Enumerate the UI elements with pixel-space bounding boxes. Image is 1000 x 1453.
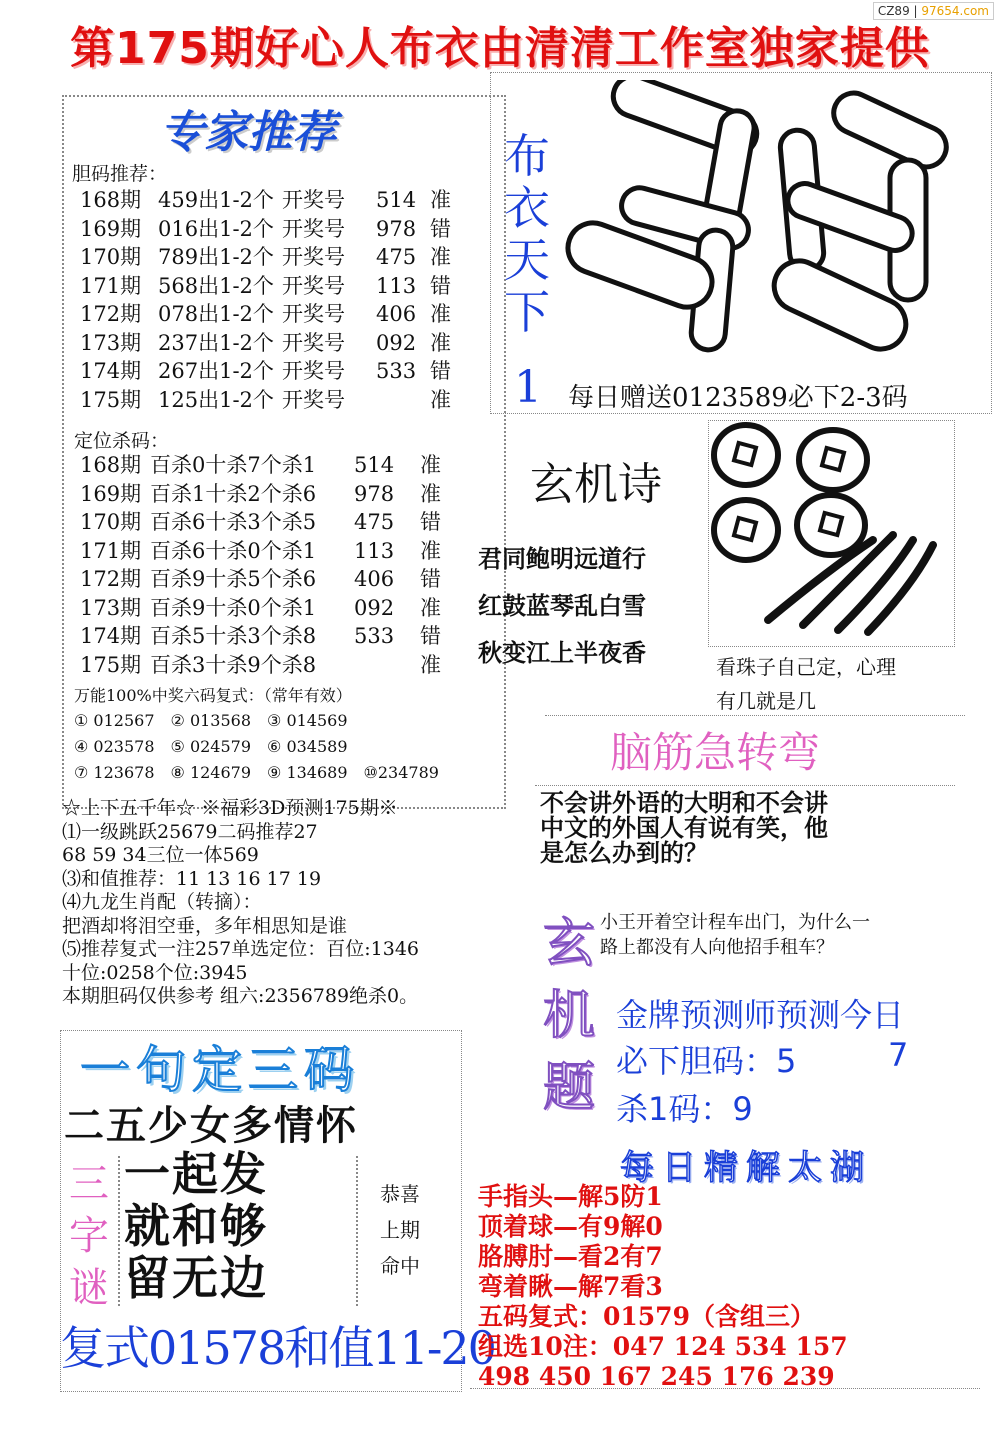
taihu-line: 胳膊肘—看2有7: [478, 1242, 663, 1271]
divider: [545, 715, 965, 717]
table-cell: 092: [376, 330, 417, 355]
dan-row: [80, 215, 480, 244]
poem-line: 红鼓蓝琴乱白雪: [478, 592, 646, 620]
table-cell: 准: [420, 453, 441, 477]
table-cell: 错: [420, 510, 441, 534]
dan-row: [80, 272, 480, 301]
table-cell: 百杀0十杀7个杀1: [150, 453, 317, 477]
buyi-number: 1: [514, 362, 542, 413]
riddle-question-line: 路上都没有人向他招手租车？: [600, 937, 834, 958]
table-cell: 173期: [80, 330, 142, 355]
table-cell: 237出1-2个: [158, 330, 274, 355]
table-cell: 175期: [80, 387, 142, 412]
riddle-question: [600, 910, 870, 960]
table-cell: 开奖号: [282, 387, 345, 412]
history-line: 68 59 34三位一体569: [62, 844, 259, 866]
table-cell: [376, 386, 430, 415]
beads-graphic: [708, 420, 953, 645]
kill-row: [80, 508, 480, 537]
dan-table: [80, 186, 480, 414]
kill-label: 定位杀码：: [74, 430, 170, 452]
table-cell: 169期: [80, 216, 142, 241]
poem-heading: 玄机诗: [530, 459, 662, 510]
table-cell: 170期: [80, 510, 142, 534]
taihu-line: 五码复式：01579（含组三）: [478, 1302, 815, 1331]
brain-question-line: 中文的外国人有说有笑，他: [540, 813, 828, 842]
table-cell: 514: [376, 188, 417, 212]
table-cell: 514: [354, 453, 395, 477]
three-char-riddle-label: [64, 1158, 114, 1314]
table-cell: 百杀5十杀3个杀8: [150, 624, 317, 648]
table-cell: 078出1-2个: [158, 302, 274, 326]
six-code-list: [74, 708, 439, 786]
table-cell: 百杀1十杀2个杀6: [150, 481, 317, 506]
riddle-vertical: [538, 908, 600, 1124]
riddle-lines: [124, 1148, 268, 1304]
dan-row: [80, 386, 480, 415]
riddle-dan: 必下胆码：5: [616, 1042, 797, 1080]
taihu-line: 顶着球—有9解0: [478, 1212, 663, 1241]
history-block: [62, 797, 502, 1009]
table-cell: 125出1-2个: [158, 387, 274, 412]
riddle-kill: 杀1码：9: [616, 1090, 753, 1128]
buyi-vertical-text: [497, 130, 557, 338]
table-cell: 开奖号: [282, 273, 345, 298]
table-cell: 百杀3十杀9个杀8: [150, 652, 317, 677]
table-cell: 错: [430, 359, 451, 383]
history-line: 本期胆码仅供参考 组六:2356789绝杀0。: [62, 985, 419, 1007]
table-cell: 错: [430, 273, 451, 298]
watermark-right: 97654.com: [921, 4, 989, 18]
history-line: ⑸推荐复式一注257单选定位：百位:1346: [62, 938, 420, 960]
kill-row: [80, 622, 480, 651]
table-cell: 113: [376, 273, 417, 298]
table-cell: 错: [420, 567, 441, 591]
riddle-dan-extra: 7: [888, 1036, 909, 1074]
dan-label: 胆码推荐：: [72, 163, 168, 185]
side-char: 字: [69, 1213, 109, 1259]
brain-question: [540, 790, 828, 865]
brain-question-line: 不会讲外语的大明和不会讲: [540, 788, 828, 817]
table-cell: 准: [430, 188, 451, 212]
table-cell: 175期: [80, 652, 142, 677]
poem-line: 君同鲍明远道行: [478, 545, 646, 573]
kill-row: [80, 651, 480, 680]
table-cell: 170期: [80, 245, 142, 269]
table-cell: 准: [430, 387, 451, 412]
table-cell: 171期: [80, 273, 142, 298]
side-char: 三: [69, 1161, 109, 1207]
table-cell: 172期: [80, 302, 142, 326]
congrats-line: 上期: [380, 1218, 420, 1242]
one-line-phrase: 二五少女多情怀: [64, 1103, 358, 1149]
watermark-left: CZ89: [877, 4, 910, 18]
table-cell: 百杀6十杀3个杀5: [150, 510, 317, 534]
table-cell: 533: [354, 624, 395, 648]
table-cell: 172期: [80, 567, 142, 591]
side-char: 谜: [69, 1265, 109, 1311]
history-line: 十位:0258个位:3945: [62, 961, 248, 984]
riddle-question-line: 小王开着空计程车出门，为什么一: [600, 912, 870, 933]
dan-row: [80, 357, 480, 386]
gold-title: 金牌预测师预测今日: [616, 996, 905, 1034]
table-cell: 开奖号: [282, 216, 345, 241]
table-cell: 169期: [80, 481, 142, 506]
dan-row: [80, 300, 480, 329]
history-line: ⑶和值推荐：11 13 16 17 19: [62, 867, 322, 890]
table-cell: 开奖号: [282, 359, 345, 383]
kill-row: [80, 451, 480, 480]
table-cell: 准: [420, 595, 441, 620]
table-cell: 533: [376, 359, 417, 383]
table-cell: 准: [430, 245, 451, 269]
riddle-char: 机: [542, 986, 595, 1046]
daily-gift: 每日赠送0123589必下2-3码: [568, 383, 908, 413]
table-cell: 406: [354, 567, 395, 591]
riddle-line: 就和够: [124, 1199, 268, 1253]
history-line: ⑴一级跳跃25679二码推荐27: [62, 820, 318, 843]
six-code-row: ⑦ 123678 ⑧ 124679 ⑨ 134689 ⑩234789: [74, 763, 439, 782]
table-cell: 475: [376, 245, 417, 269]
table-cell: 错: [430, 216, 451, 241]
congrats-line: 恭喜: [380, 1182, 420, 1206]
riddle-line: 留无边: [124, 1251, 268, 1305]
table-cell: 百杀6十杀0个杀1: [150, 538, 317, 563]
riddle-char: 题: [542, 1058, 595, 1118]
expert-heading: 专家推荐: [160, 107, 336, 158]
one-line-heading: 一句定三码: [80, 1041, 360, 1099]
number-39-graphic: [560, 80, 970, 370]
history-line: 把酒却将泪空垂，多年相思知是谁: [62, 914, 348, 937]
six-code-row: ① 012567 ② 013568 ③ 014569: [74, 711, 348, 730]
table-cell: 092: [354, 595, 395, 620]
table-cell: 016出1-2个: [158, 216, 274, 241]
history-line: ☆上下五千年☆ ※福彩3D预测175期※: [62, 797, 398, 819]
table-cell: 168期: [80, 453, 142, 477]
beads-caption: [716, 650, 896, 718]
congrats-line: 命中: [380, 1254, 420, 1278]
buyi-char: 下: [504, 285, 550, 339]
table-cell: 978: [376, 216, 417, 241]
kill-row: [80, 565, 480, 594]
congrats-text: [380, 1176, 420, 1284]
six-code-row: ④ 023578 ⑤ 024579 ⑥ 034589: [74, 737, 348, 756]
table-cell: 171期: [80, 538, 142, 563]
taihu-line: 弯着瞅—解7看3: [478, 1272, 663, 1301]
table-cell: 准: [420, 481, 441, 506]
table-cell: 113: [354, 538, 395, 563]
table-cell: 267出1-2个: [158, 359, 274, 383]
site-watermark: CZ89 | 97654.com: [873, 2, 994, 20]
dan-row: [80, 186, 480, 215]
kill-row: [80, 537, 480, 566]
table-cell: 789出1-2个: [158, 245, 274, 269]
brain-heading: 脑筋急转弯: [610, 728, 821, 777]
table-cell: 准: [430, 302, 451, 326]
riddle-char: 玄: [542, 914, 595, 974]
table-cell: [354, 651, 420, 680]
poem-lines: [478, 536, 646, 677]
riddle-line: 一起发: [124, 1147, 268, 1201]
table-cell: 百杀9十杀5个杀6: [150, 567, 317, 591]
table-cell: 准: [430, 330, 451, 355]
kill-row: [80, 594, 480, 623]
caption-line: 有几就是几: [716, 689, 816, 713]
table-cell: 174期: [80, 624, 142, 648]
table-cell: 406: [376, 302, 417, 326]
taihu-line: 手指头—解5防1: [478, 1182, 663, 1211]
table-cell: 开奖号: [282, 245, 345, 269]
table-cell: 开奖号: [282, 188, 345, 212]
history-line: ⑷九龙生肖配（转摘）：: [62, 891, 262, 913]
table-cell: 准: [420, 538, 441, 563]
buyi-char: 布: [504, 129, 550, 183]
table-cell: 173期: [80, 595, 142, 620]
page-title: 第175期好心人布衣由清清工作室独家提供: [70, 23, 930, 74]
taihu-heading: 每日精解太湖: [620, 1148, 872, 1188]
table-cell: 978: [354, 481, 395, 506]
caption-line: 看珠子自己定，心理: [716, 655, 896, 679]
table-cell: 准: [420, 652, 441, 677]
table-cell: 475: [354, 510, 395, 534]
bottom-divider: [470, 1388, 980, 1390]
table-cell: 百杀9十杀0个杀1: [150, 595, 317, 620]
poem-line: 秋变江上半夜香: [478, 639, 646, 667]
fushi-line: 复式01578和值11-20: [60, 1321, 495, 1375]
brain-question-line: 是怎么办到的？: [540, 838, 708, 867]
table-cell: 开奖号: [282, 302, 345, 326]
divider: [535, 785, 955, 787]
dan-row: [80, 329, 480, 358]
kill-table: [80, 451, 480, 679]
buyi-char: 天: [504, 233, 550, 287]
table-cell: 459出1-2个: [158, 188, 274, 212]
table-cell: 开奖号: [282, 330, 345, 355]
table-cell: 错: [420, 624, 441, 648]
kill-row: [80, 480, 480, 509]
dan-row: [80, 243, 480, 272]
taihu-lines: [478, 1182, 848, 1392]
buyi-char: 衣: [504, 181, 550, 235]
taihu-line: 组选10注：047 124 534 157: [478, 1332, 848, 1361]
six-code-label: 万能100%中奖六码复式：（常年有效）: [74, 686, 352, 705]
table-cell: 568出1-2个: [158, 273, 274, 298]
taihu-line: 498 450 167 245 176 239: [478, 1362, 835, 1391]
table-cell: 168期: [80, 188, 142, 212]
table-cell: 174期: [80, 359, 142, 383]
